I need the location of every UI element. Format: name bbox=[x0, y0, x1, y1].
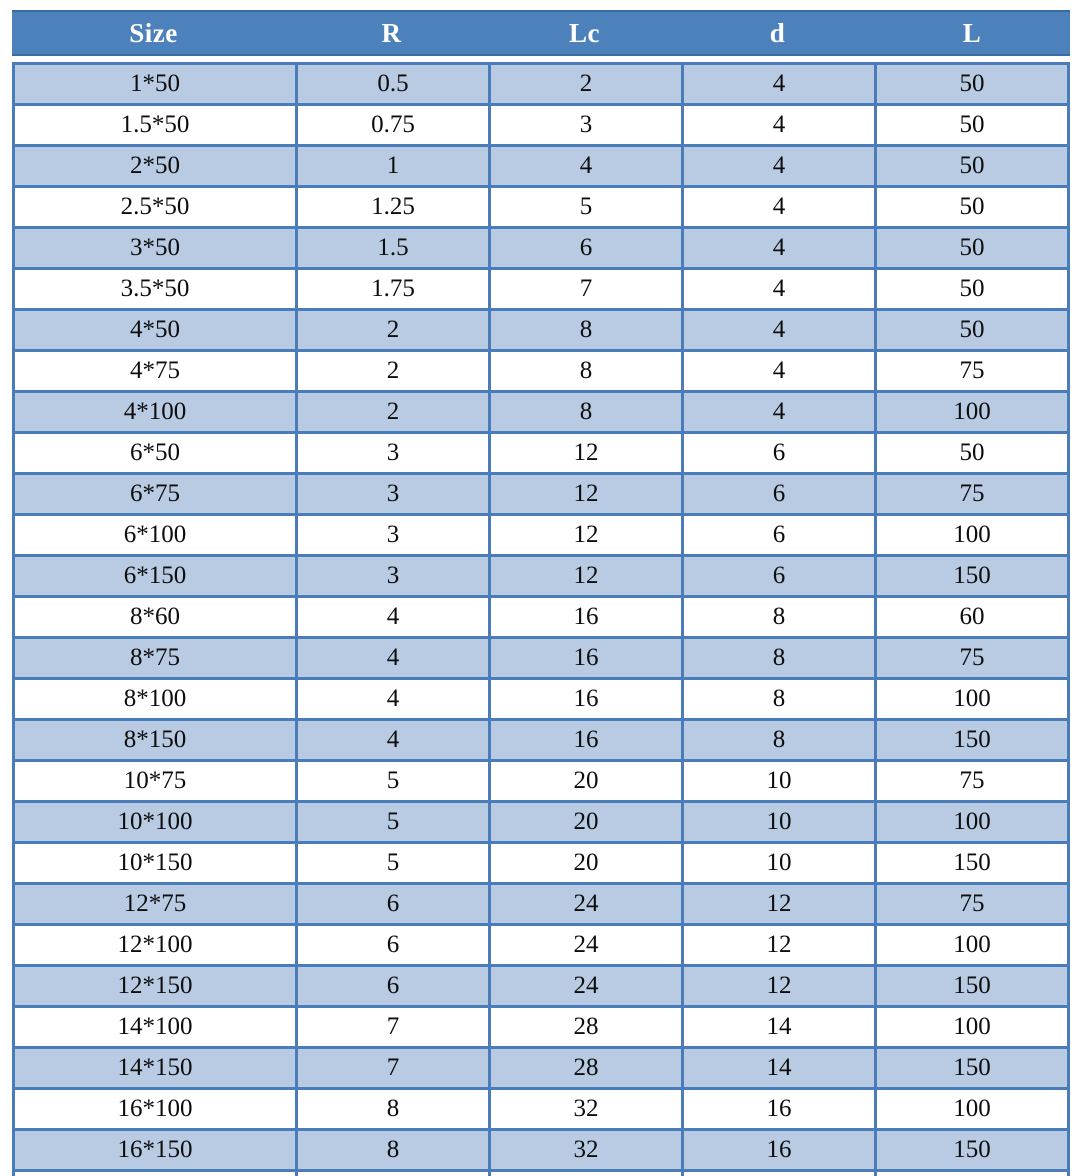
table-cell: 150 bbox=[874, 841, 1070, 882]
table-cell: 1*50 bbox=[12, 62, 295, 103]
table-cell: 4*50 bbox=[12, 308, 295, 349]
table-row bbox=[12, 103, 1070, 144]
table-cell: 14 bbox=[681, 1005, 874, 1046]
table-cell: 6*50 bbox=[12, 431, 295, 472]
table-cell bbox=[295, 1169, 488, 1176]
column-header-r: R bbox=[381, 17, 402, 48]
table-row bbox=[12, 800, 1070, 841]
table-cell: 2.5*50 bbox=[12, 185, 295, 226]
table-cell: 14*150 bbox=[12, 1046, 295, 1087]
table-row bbox=[12, 1005, 1070, 1046]
table-cell: 8 bbox=[488, 390, 681, 431]
table-cell: 16*150 bbox=[12, 1128, 295, 1169]
table-cell: 12 bbox=[681, 923, 874, 964]
table-row bbox=[12, 185, 1070, 226]
table-cell: 32 bbox=[488, 1128, 681, 1169]
table-cell: 7 bbox=[488, 267, 681, 308]
table-cell: 16 bbox=[488, 595, 681, 636]
table-row bbox=[12, 431, 1070, 472]
table-row bbox=[12, 759, 1070, 800]
table-cell: 6 bbox=[295, 882, 488, 923]
table-row bbox=[12, 882, 1070, 923]
table-cell: 4*100 bbox=[12, 390, 295, 431]
table-cell: 2 bbox=[295, 349, 488, 390]
table-cell: 3 bbox=[295, 554, 488, 595]
table-header-row bbox=[12, 10, 1070, 56]
table-row bbox=[12, 144, 1070, 185]
table-cell: 20 bbox=[488, 841, 681, 882]
table-cell: 6*75 bbox=[12, 472, 295, 513]
table-row bbox=[12, 472, 1070, 513]
table-cell: 4 bbox=[295, 636, 488, 677]
table-row bbox=[12, 718, 1070, 759]
table-cell: 16 bbox=[681, 1087, 874, 1128]
table-cell: 6 bbox=[681, 554, 874, 595]
table-row bbox=[12, 595, 1070, 636]
table-row bbox=[12, 554, 1070, 595]
table-cell: 50 bbox=[874, 103, 1070, 144]
table-cell: 16 bbox=[681, 1128, 874, 1169]
table-cell: 50 bbox=[874, 185, 1070, 226]
table-cell: 2*50 bbox=[12, 144, 295, 185]
table-cell: 16 bbox=[488, 677, 681, 718]
table-cell: 12 bbox=[488, 472, 681, 513]
table-cell: 8*150 bbox=[12, 718, 295, 759]
table-cell: 10 bbox=[681, 759, 874, 800]
table-cell: 8*100 bbox=[12, 677, 295, 718]
table-cell: 4 bbox=[488, 144, 681, 185]
table-cell: 32 bbox=[488, 1087, 681, 1128]
table-cell: 50 bbox=[874, 226, 1070, 267]
table-cell: 24 bbox=[488, 964, 681, 1005]
table-row bbox=[12, 1128, 1070, 1169]
table-cell: 8 bbox=[295, 1087, 488, 1128]
table-cell: 8 bbox=[488, 349, 681, 390]
table-cell: 4 bbox=[295, 677, 488, 718]
table-cell: 4 bbox=[681, 267, 874, 308]
table-cell: 1.5*50 bbox=[12, 103, 295, 144]
table-cell: 8 bbox=[681, 718, 874, 759]
table-cell: 150 bbox=[874, 964, 1070, 1005]
table-cell: 4 bbox=[681, 185, 874, 226]
table-cell: 16 bbox=[488, 718, 681, 759]
table-cell: 75 bbox=[874, 349, 1070, 390]
table-cell: 100 bbox=[874, 1087, 1070, 1128]
table-cell: 100 bbox=[874, 513, 1070, 554]
table-cell: 12*150 bbox=[12, 964, 295, 1005]
table-cell: 1.75 bbox=[295, 267, 488, 308]
size-spec-table bbox=[12, 10, 1070, 1176]
table-cell: 14*100 bbox=[12, 1005, 295, 1046]
table-cell: 20 bbox=[488, 800, 681, 841]
table-cell: 8 bbox=[295, 1128, 488, 1169]
table-cell: 75 bbox=[874, 472, 1070, 513]
table-cell: 6 bbox=[295, 923, 488, 964]
table-row bbox=[12, 923, 1070, 964]
table-cell: 8*75 bbox=[12, 636, 295, 677]
table-cell: 3.5*50 bbox=[12, 267, 295, 308]
table-cell: 50 bbox=[874, 308, 1070, 349]
table-cell: 2 bbox=[295, 390, 488, 431]
table-row-partial bbox=[12, 1169, 1070, 1176]
table-cell: 12 bbox=[488, 431, 681, 472]
table-cell bbox=[488, 1169, 681, 1176]
table-cell: 12 bbox=[488, 554, 681, 595]
table-cell: 4 bbox=[681, 390, 874, 431]
table-cell: 6 bbox=[681, 472, 874, 513]
table-cell: 4 bbox=[681, 349, 874, 390]
table-cell: 28 bbox=[488, 1046, 681, 1087]
table-cell: 4 bbox=[681, 144, 874, 185]
table-cell: 75 bbox=[874, 882, 1070, 923]
table-cell: 6*150 bbox=[12, 554, 295, 595]
table-body bbox=[12, 62, 1070, 1176]
table-cell: 5 bbox=[295, 759, 488, 800]
table-cell: 28 bbox=[488, 1005, 681, 1046]
table-cell: 10*150 bbox=[12, 841, 295, 882]
table-cell: 4*75 bbox=[12, 349, 295, 390]
table-cell: 100 bbox=[874, 1005, 1070, 1046]
table-cell: 16 bbox=[488, 636, 681, 677]
table-cell: 5 bbox=[295, 841, 488, 882]
table-cell bbox=[874, 1169, 1070, 1176]
table-cell: 14 bbox=[681, 1046, 874, 1087]
table-cell: 10*100 bbox=[12, 800, 295, 841]
table-row bbox=[12, 1087, 1070, 1128]
table-cell bbox=[12, 1169, 295, 1176]
table-cell: 10 bbox=[681, 800, 874, 841]
column-header-l: L bbox=[962, 17, 982, 48]
table-cell: 5 bbox=[295, 800, 488, 841]
table-cell: 10 bbox=[681, 841, 874, 882]
table-cell: 100 bbox=[874, 677, 1070, 718]
table-cell: 4 bbox=[681, 308, 874, 349]
table-cell: 3 bbox=[295, 431, 488, 472]
table-cell: 150 bbox=[874, 1046, 1070, 1087]
table-cell: 24 bbox=[488, 882, 681, 923]
table-cell: 6 bbox=[681, 513, 874, 554]
table-cell: 8 bbox=[681, 636, 874, 677]
table-cell: 24 bbox=[488, 923, 681, 964]
table-cell: 12*75 bbox=[12, 882, 295, 923]
table-cell: 3*50 bbox=[12, 226, 295, 267]
table-cell: 100 bbox=[874, 923, 1070, 964]
table-row bbox=[12, 62, 1070, 103]
table-cell: 150 bbox=[874, 1128, 1070, 1169]
table-cell: 12 bbox=[681, 882, 874, 923]
table-cell: 4 bbox=[295, 718, 488, 759]
table-cell: 8 bbox=[681, 595, 874, 636]
table-cell: 75 bbox=[874, 636, 1070, 677]
table-row bbox=[12, 513, 1070, 554]
table-cell: 0.75 bbox=[295, 103, 488, 144]
table-row bbox=[12, 677, 1070, 718]
table-cell: 20 bbox=[488, 759, 681, 800]
table-row bbox=[12, 349, 1070, 390]
table-cell: 12*100 bbox=[12, 923, 295, 964]
table-cell: 150 bbox=[874, 554, 1070, 595]
table-cell: 60 bbox=[874, 595, 1070, 636]
table-cell: 2 bbox=[488, 62, 681, 103]
table-cell: 3 bbox=[295, 472, 488, 513]
table-cell: 150 bbox=[874, 718, 1070, 759]
table-row bbox=[12, 267, 1070, 308]
table-cell: 1.5 bbox=[295, 226, 488, 267]
table-cell: 10*75 bbox=[12, 759, 295, 800]
table-cell: 0.5 bbox=[295, 62, 488, 103]
table-cell: 16*100 bbox=[12, 1087, 295, 1128]
table-cell: 4 bbox=[681, 103, 874, 144]
table-cell: 50 bbox=[874, 431, 1070, 472]
table-cell: 7 bbox=[295, 1005, 488, 1046]
table-cell: 12 bbox=[488, 513, 681, 554]
table-row bbox=[12, 964, 1070, 1005]
table-row bbox=[12, 308, 1070, 349]
table-cell: 6 bbox=[488, 226, 681, 267]
table-row bbox=[12, 226, 1070, 267]
table-cell: 12 bbox=[681, 964, 874, 1005]
table-cell: 3 bbox=[488, 103, 681, 144]
table-cell: 7 bbox=[295, 1046, 488, 1087]
column-header-lc: Lc bbox=[569, 17, 600, 48]
table-cell: 75 bbox=[874, 759, 1070, 800]
table-cell: 4 bbox=[681, 226, 874, 267]
table-cell bbox=[681, 1169, 874, 1176]
table-cell: 100 bbox=[874, 390, 1070, 431]
table-cell: 6 bbox=[295, 964, 488, 1005]
table-cell: 8 bbox=[488, 308, 681, 349]
table-cell: 100 bbox=[874, 800, 1070, 841]
table-cell: 6 bbox=[681, 431, 874, 472]
table-row bbox=[12, 390, 1070, 431]
table-cell: 8 bbox=[681, 677, 874, 718]
table-cell: 4 bbox=[681, 62, 874, 103]
table-cell: 1 bbox=[295, 144, 488, 185]
table-cell: 6*100 bbox=[12, 513, 295, 554]
table-cell: 50 bbox=[874, 62, 1070, 103]
table-cell: 50 bbox=[874, 267, 1070, 308]
table-cell: 2 bbox=[295, 308, 488, 349]
table-cell: 50 bbox=[874, 144, 1070, 185]
table-cell: 5 bbox=[488, 185, 681, 226]
table-cell: 3 bbox=[295, 513, 488, 554]
table-row bbox=[12, 636, 1070, 677]
table-row bbox=[12, 841, 1070, 882]
table-cell: 8*60 bbox=[12, 595, 295, 636]
column-header-size: Size bbox=[129, 17, 178, 48]
table-row bbox=[12, 1046, 1070, 1087]
column-header-d: d bbox=[769, 17, 786, 48]
table-cell: 4 bbox=[295, 595, 488, 636]
table-cell: 1.25 bbox=[295, 185, 488, 226]
